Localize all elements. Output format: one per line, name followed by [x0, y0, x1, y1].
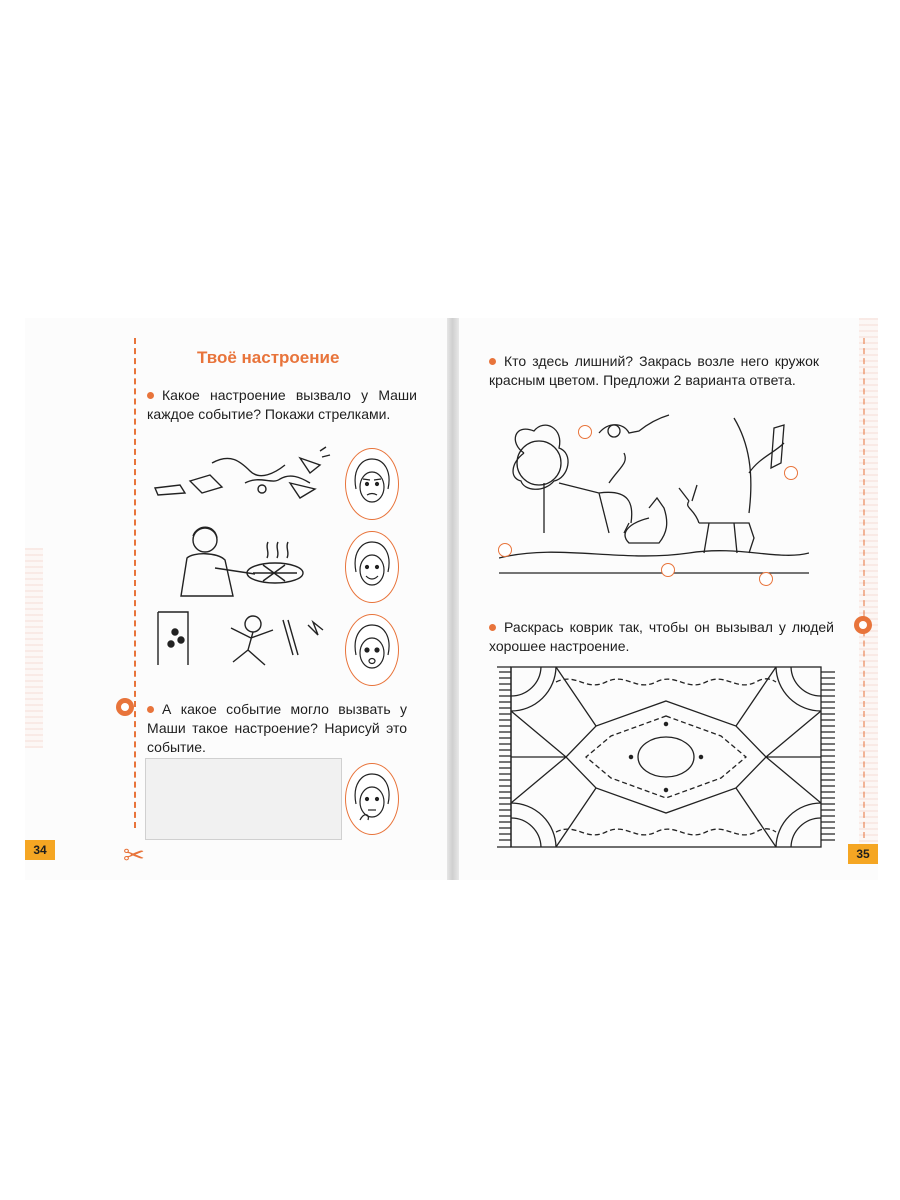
- cut-line: [134, 338, 136, 828]
- cut-line: [863, 338, 865, 838]
- task-question-2-text: А какое событие могло вызвать у Маши такое настроение? Нарисуй это событие.: [147, 701, 407, 755]
- drawing-area[interactable]: [145, 758, 342, 840]
- running-boy-illustration: [153, 610, 333, 670]
- task-question-1: [147, 386, 417, 424]
- task-question-1-text: Какое настроение вызвало у Маши каждое событие? Покажи стрелками.: [147, 387, 417, 422]
- sun-icon: [854, 616, 872, 634]
- answer-circle-lion[interactable]: [498, 543, 512, 557]
- page-number: 35: [848, 844, 878, 864]
- answer-circle-woodpecker[interactable]: [784, 466, 798, 480]
- task-question-4: [489, 618, 834, 656]
- task-question-3: [489, 352, 819, 390]
- sad-face-frame: [345, 448, 399, 520]
- bullet-icon: [489, 358, 496, 365]
- workbook-spread: [25, 318, 878, 880]
- scared-face-frame: [345, 614, 399, 686]
- left-page: [25, 318, 447, 880]
- scattered-objects-illustration: [150, 443, 335, 503]
- bleed-through-shadow: [25, 548, 43, 748]
- animals-illustration: [499, 413, 809, 583]
- page-title: Твоё настроение: [197, 348, 340, 367]
- bullet-icon: [147, 706, 154, 713]
- rug-coloring-illustration[interactable]: [491, 666, 841, 848]
- page-number: 34: [25, 840, 55, 860]
- task-question-2: [147, 700, 407, 757]
- happy-face-frame: [345, 531, 399, 603]
- sun-icon: [116, 698, 134, 716]
- answer-circle-squirrel[interactable]: [578, 425, 592, 439]
- book-spine: [447, 318, 459, 880]
- girl-with-pie-illustration: [175, 518, 315, 598]
- answer-circle-fox[interactable]: [661, 563, 675, 577]
- bleed-through-shadow: [859, 318, 878, 858]
- answer-circle-goat[interactable]: [759, 572, 773, 586]
- thoughtful-face-frame: [345, 763, 399, 835]
- scissors-icon: ✂: [123, 840, 145, 870]
- bullet-icon: [147, 392, 154, 399]
- task-question-4-text: Раскрась коврик так, чтобы он вызывал у людей хорошее настроение.: [489, 619, 834, 654]
- right-page: [459, 318, 878, 880]
- bullet-icon: [489, 624, 496, 631]
- task-question-3-text: Кто здесь лишний? Закрась возле него кружок красным цветом. Предложи 2 варианта ответа.: [489, 353, 819, 388]
